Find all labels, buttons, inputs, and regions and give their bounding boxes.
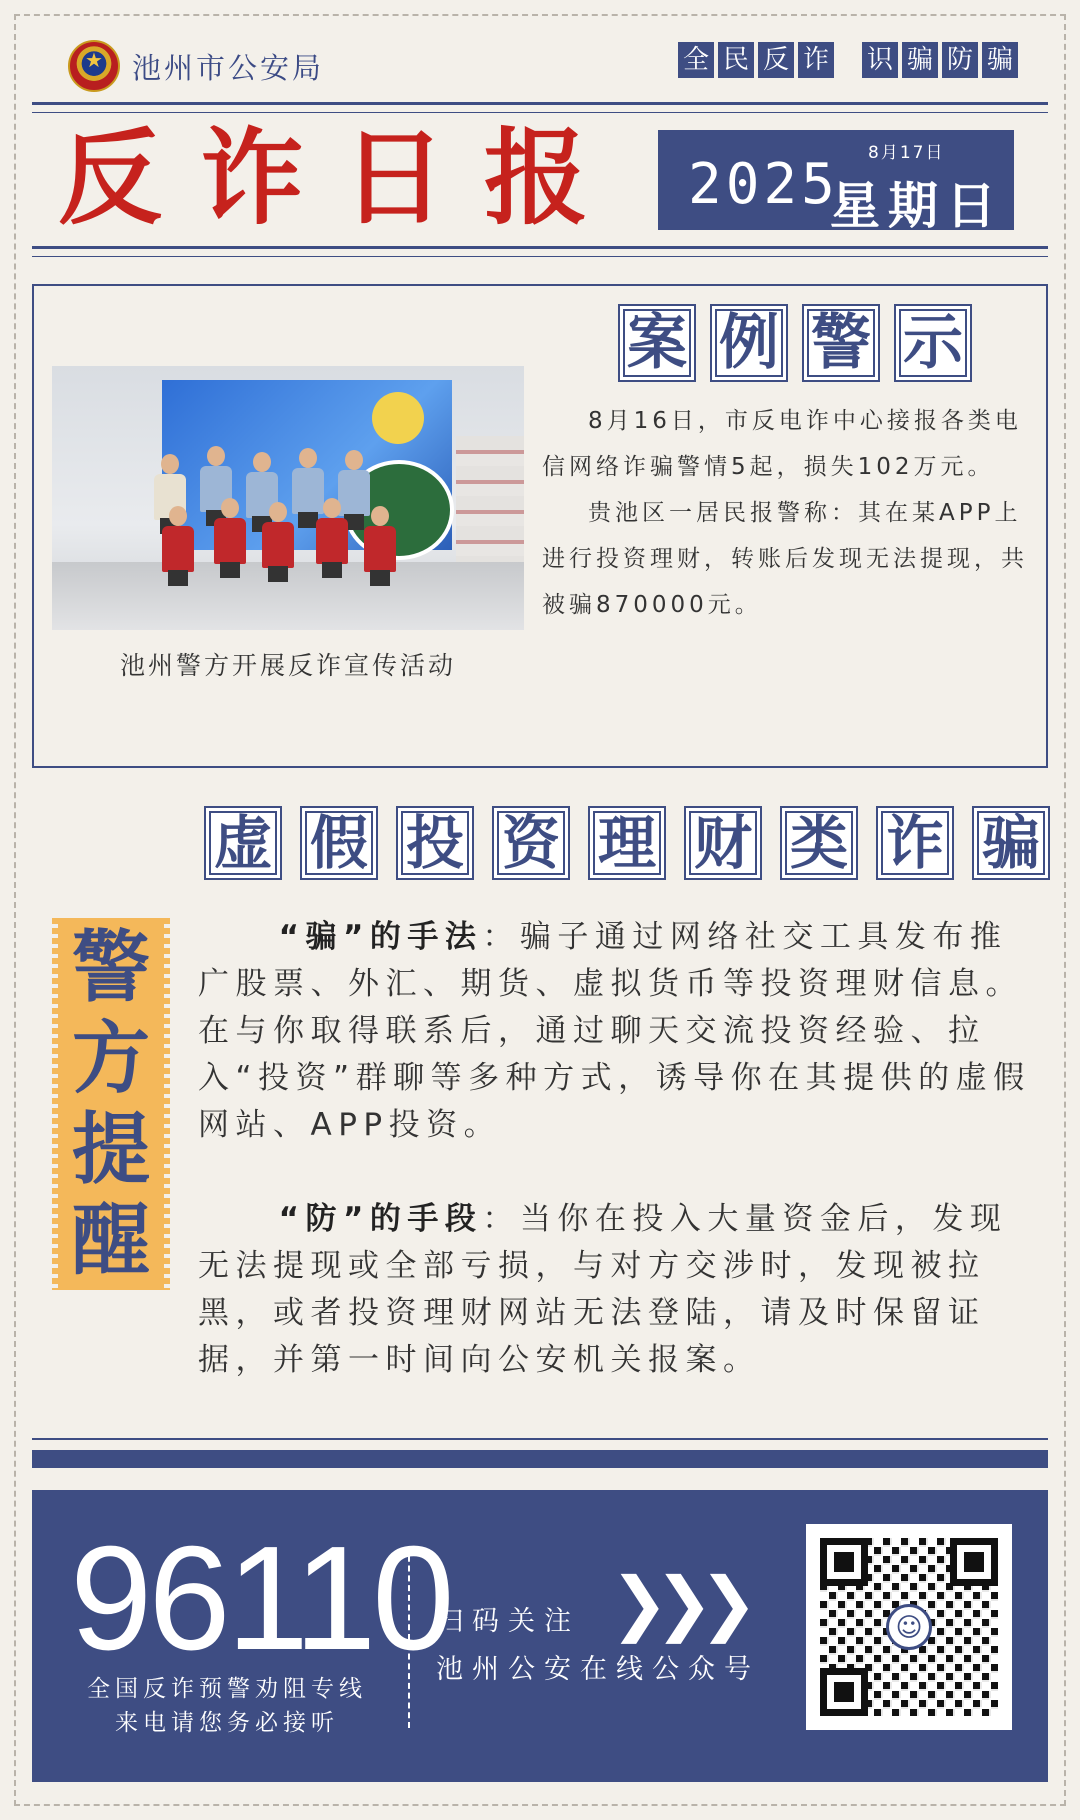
heading-char: 财: [684, 806, 762, 880]
method-text: ：骗子通过网络社交工具发布推广股票、外汇、期货、虚拟货币等投资理财信息。在与你取得联系后，通过聊天交流投资经验、拉入“投资”群聊等多种方式，诱导你在其提供的虚假网站、APP投资。: [198, 919, 1031, 1143]
slogan-char: 骗: [902, 42, 938, 78]
arrow-right-icon: ❯❯❯: [610, 1562, 744, 1644]
scan-line: 扫码关注: [436, 1606, 580, 1637]
heading-char: 例: [710, 304, 788, 382]
reminder-text: [198, 914, 1044, 1384]
slogan-right: [862, 42, 1018, 78]
fraud-heading: [204, 806, 1050, 880]
masthead-rule: [32, 246, 1048, 249]
heading-char: 警: [802, 304, 880, 382]
qr-finder: [820, 1538, 868, 1586]
police-avatar-icon: [886, 1604, 932, 1650]
photo-person: [260, 502, 296, 582]
masthead-rule: [32, 256, 1048, 257]
photo-person: [160, 506, 196, 586]
hotline-number: 96110: [70, 1516, 451, 1681]
slogan-char: 民: [718, 42, 754, 78]
heading-char: 资: [492, 806, 570, 880]
slogan-char: 防: [942, 42, 978, 78]
masthead-title: 反诈日报: [58, 116, 627, 239]
event-photo: [52, 366, 524, 630]
police-emblem-icon: [68, 40, 120, 92]
slogan-char: 反: [758, 42, 794, 78]
slogan-left: [678, 42, 834, 78]
heading-char: 虚: [204, 806, 282, 880]
hotline-description: [62, 1672, 392, 1740]
footer-rule: [32, 1438, 1048, 1440]
defense-paragraph: [198, 1196, 1044, 1384]
slogan-char: 骗: [982, 42, 1018, 78]
slogan-char: 全: [678, 42, 714, 78]
slogan-char: 诈: [798, 42, 834, 78]
case-paragraph: 8月16日，市反电诈中心接报各类电信网络诈骗警情5起，损失102万元。: [542, 408, 1022, 480]
heading-char: 示: [894, 304, 972, 382]
hotline-line: 来电请您务必接听: [115, 1710, 339, 1736]
date-year: 2025: [688, 152, 839, 217]
case-heading: [618, 304, 972, 382]
photo-person: [314, 498, 350, 578]
footer-rule: [32, 1450, 1048, 1468]
case-paragraph: 贵池区一居民报警称：其在某APP上进行投资理财，转账后发现无法提现，共被骗870000元。: [542, 500, 1028, 618]
photo-shelf: [456, 436, 524, 566]
header-rule: [32, 112, 1048, 113]
photo-person: [362, 506, 398, 586]
police-reminder-title: [56, 918, 166, 1290]
vertical-char: 提: [71, 1104, 150, 1195]
qr-code-pattern: [820, 1538, 998, 1716]
vertical-char: 方: [71, 1013, 150, 1104]
photo-person: [212, 498, 248, 578]
hotline-line: 全国反诈预警劝阻专线: [87, 1676, 367, 1702]
footer-panel: [32, 1490, 1048, 1782]
case-text: [542, 398, 1032, 628]
qr-code[interactable]: [806, 1524, 1012, 1730]
heading-char: 类: [780, 806, 858, 880]
heading-char: 案: [618, 304, 696, 382]
method-paragraph: [198, 914, 1044, 1149]
heading-char: 诈: [876, 806, 954, 880]
vertical-char: 警: [71, 922, 150, 1013]
scan-prompt: [436, 1598, 760, 1694]
date-month-day: 8月17日: [868, 143, 945, 163]
vertical-char: 醒: [71, 1195, 150, 1286]
footer-divider: [408, 1546, 410, 1728]
heading-char: 理: [588, 806, 666, 880]
heading-char: 骗: [972, 806, 1050, 880]
qr-finder: [950, 1538, 998, 1586]
scan-line: 池州公安在线公众号: [436, 1654, 760, 1685]
defense-label: “防”的手段: [278, 1201, 483, 1237]
heading-char: 假: [300, 806, 378, 880]
heading-char: 投: [396, 806, 474, 880]
bureau-name: 池州市公安局: [132, 51, 325, 85]
photo-caption: 池州警方开展反诈宣传活动: [119, 651, 456, 680]
photo-moon: [372, 392, 424, 444]
date-weekday: 星期日: [830, 177, 1004, 235]
qr-finder: [820, 1668, 868, 1716]
slogan-char: 识: [862, 42, 898, 78]
method-label: “骗”的手法: [278, 919, 483, 955]
header-rule: [32, 102, 1048, 105]
defense-text: ：当你在投入大量资金后，发现无法提现或全部亏损，与对方交涉时，发现被拉黑，或者投资理财网站无法登陆，请及时保留证据，并第一时间向公安机关报案。: [198, 1201, 1008, 1378]
date-box: [658, 130, 1014, 235]
